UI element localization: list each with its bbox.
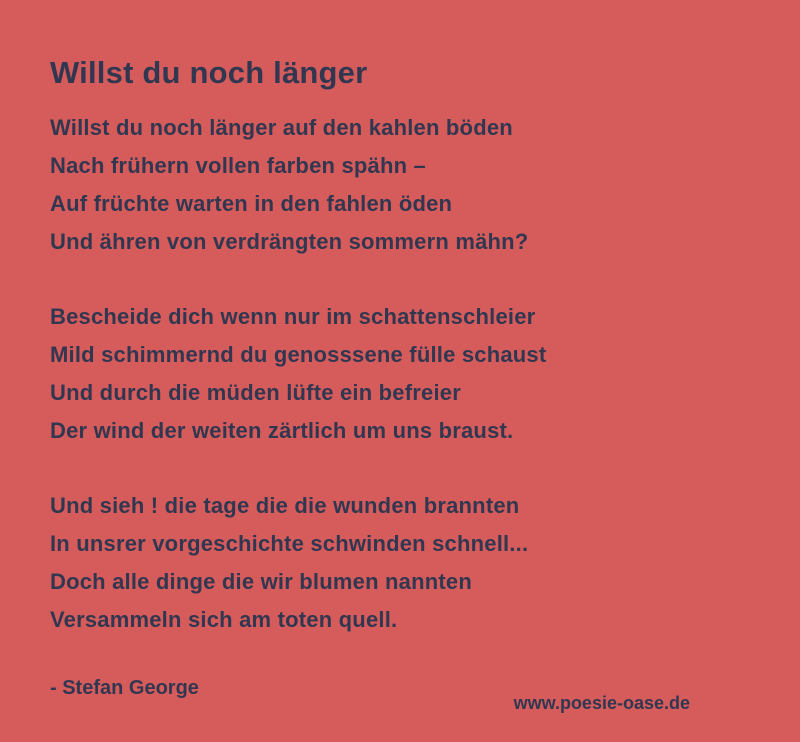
poem-line: Auf früchte warten in den fahlen öden	[50, 190, 453, 216]
poem-line: Doch alle dinge die wir blumen nannten	[50, 568, 472, 594]
poem-title: Willst du noch länger	[50, 55, 368, 90]
poem-line: In unsrer vorgeschichte schwinden schnell...	[50, 530, 529, 556]
poem-line: Mild schimmernd du genosssene fülle schaust	[50, 341, 547, 367]
poem-author: - Stefan George	[50, 676, 199, 699]
poem-line: Und durch die müden lüfte ein befreier	[50, 379, 461, 405]
poem-line: Versammeln sich am toten quell.	[50, 606, 398, 632]
poem-line: Und sieh ! die tage die die wunden brannten	[50, 492, 520, 518]
poem-line: Bescheide dich wenn nur im schattenschleier	[50, 303, 536, 329]
stanza-3	[50, 487, 750, 639]
poem-line: Der wind der weiten zärtlich um uns braust.	[50, 417, 514, 443]
poem-line: Und ähren von verdrängten sommern mähn?	[50, 228, 529, 254]
website-url[interactable]: www.poesie-oase.de	[513, 693, 690, 713]
stanza-1	[50, 109, 750, 261]
poem-line: Nach frühern vollen farben spähn –	[50, 152, 426, 178]
poem-line: Willst du noch länger auf den kahlen böden	[50, 114, 513, 140]
stanza-2	[50, 298, 750, 450]
